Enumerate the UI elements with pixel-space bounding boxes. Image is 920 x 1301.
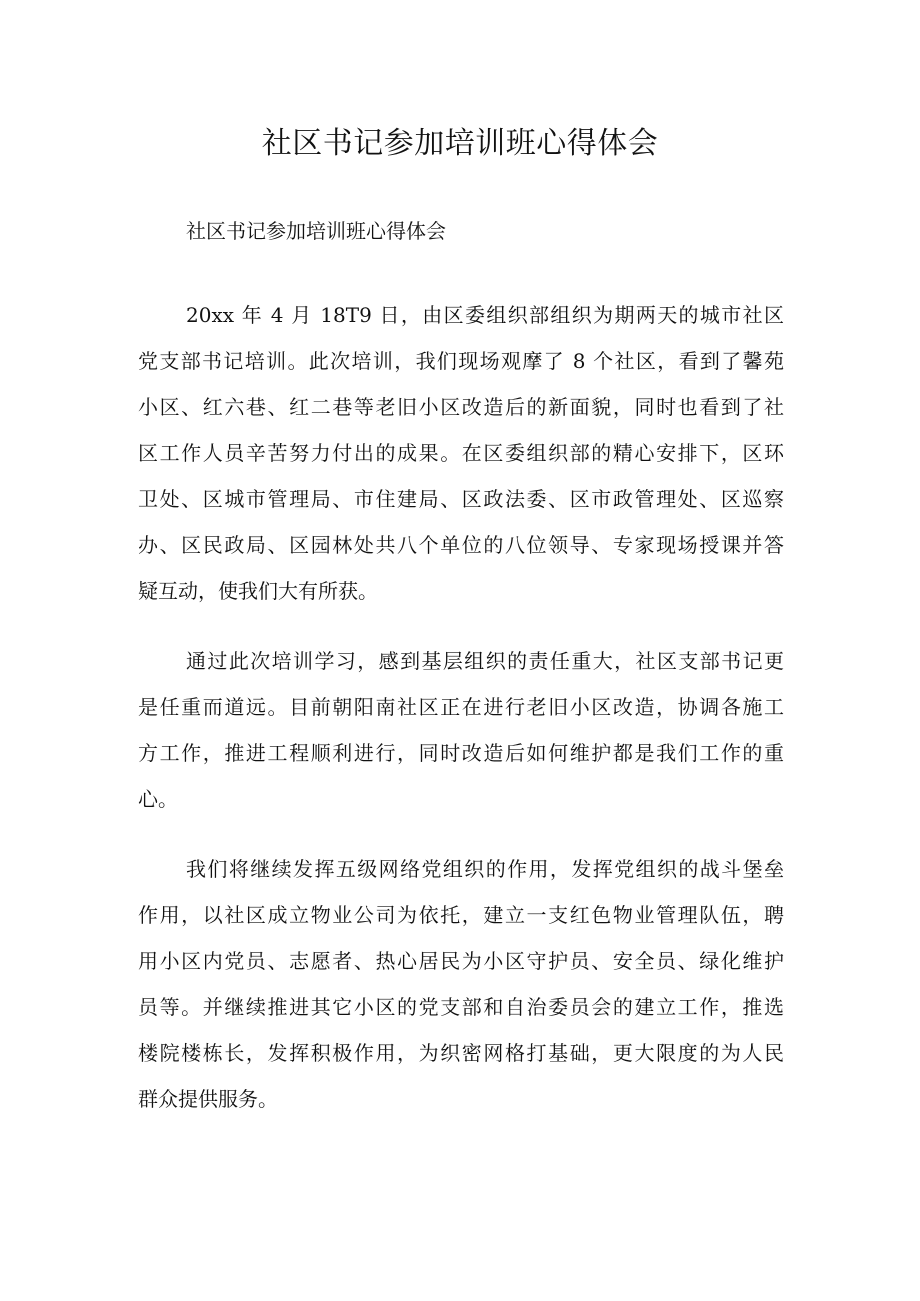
paragraph-line: 通过此次培训学习，感到基层组织的责任重大，社区支部书记更 (186, 649, 784, 673)
paragraph-line: 心。 (138, 787, 178, 811)
paragraph-line: 疑互动，使我们大有所获。 (138, 579, 378, 603)
paragraph-2 (138, 638, 784, 822)
paragraph-line: 群众提供服务。 (138, 1087, 278, 1111)
paragraph-line: 是任重而道远。目前朝阳南社区正在进行老旧小区改造，协调各施工 (138, 695, 784, 719)
paragraph-line: 20xx 年 4 月 18T9 日，由区委组织部组织为期两天的城市社区 (186, 303, 784, 327)
paragraph-1 (138, 292, 784, 614)
paragraph-line: 作用，以社区成立物业公司为依托，建立一支红色物业管理队伍，聘 (138, 903, 784, 927)
paragraph-line: 员等。并继续推进其它小区的党支部和自治委员会的建立工作，推选 (138, 995, 784, 1019)
paragraph-line: 党支部书记培训。此次培训，我们现场观摩了 8 个社区，看到了馨苑 (138, 349, 784, 373)
paragraph-line: 区工作人员辛苦努力付出的成果。在区委组织部的精心安排下，区环 (138, 441, 784, 465)
paragraph-line: 楼院楼栋长，发挥积极作用，为织密网格打基础，更大限度的为人民 (138, 1041, 784, 1065)
document-subtitle: 社区书记参加培训班心得体会 (186, 219, 446, 243)
document-title: 社区书记参加培训班心得体会 (261, 126, 659, 161)
paragraph-line: 方工作，推进工程顺利进行，同时改造后如何维护都是我们工作的重 (138, 741, 784, 765)
paragraph-line: 用小区内党员、志愿者、热心居民为小区守护员、安全员、绿化维护 (138, 949, 784, 973)
paragraph-line: 我们将继续发挥五级网络党组织的作用，发挥党组织的战斗堡垒 (186, 857, 784, 881)
paragraph-3 (138, 846, 784, 1122)
paragraph-line: 卫处、区城市管理局、市住建局、区政法委、区市政管理处、区巡察 (138, 487, 784, 511)
paragraph-line: 办、区民政局、区园林处共八个单位的八位领导、专家现场授课并答 (138, 533, 784, 557)
paragraph-line: 小区、红六巷、红二巷等老旧小区改造后的新面貌，同时也看到了社 (138, 395, 784, 419)
